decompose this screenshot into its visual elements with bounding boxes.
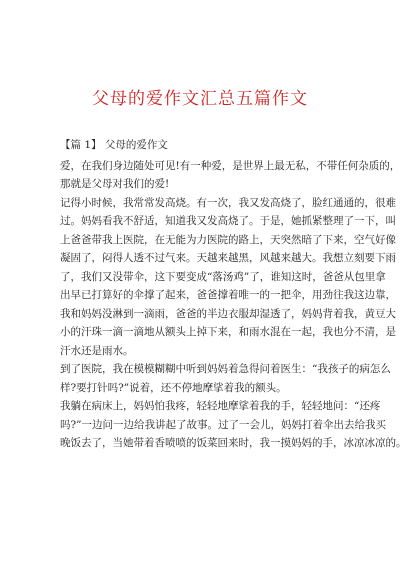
document-title: 父母的爱作文汇总五篇作文 [92,89,308,109]
section-heading: 【篇 1】 父母的爱作文 [60,139,168,151]
text-line: 过。妈妈看我不舒适，知道我又发高烧了。于是，她抓紧整理了一下，叫 [60,215,396,227]
text-line: 小的汗珠一滴一滴地从额头上掉下来，和雨水混在一起，我也分不清，是 [60,326,396,338]
text-line: 记得小时候，我常常发高烧。有一次，我又发高烧了，脸红通通的，很难 [60,196,396,209]
text-line: 晚饭去了，当她带着香喷喷的饭菜回来时，我一摸妈妈的手，冰凉冰凉的。 [60,437,407,449]
paragraph [60,360,391,397]
text-line: 爱，在我们身边随处可见!有一种爱，是世界上最无私，不带任何杂质的， [60,159,401,172]
paragraph [60,397,407,453]
paragraph [60,157,401,194]
text-line: 上爸爸带我上医院，在无能为力医院的路上，天突然暗了下来，空气好像 [60,233,396,246]
text-line: 吗?”一边问一边给我讲起了故事。过了一会儿，妈妈打着伞出去给我买 [60,418,386,431]
text-line: 我和妈妈没淋到一滴雨，爸爸的半边衣服却湿透了，妈妈背着我，黄豆大 [60,307,396,320]
document-body [60,136,407,453]
text-line: 到了医院，我在模模糊糊中听到妈妈着急得问着医生：“我孩子的病怎么 [60,363,391,375]
text-line: 我躺在病床上，妈妈怕我疼，轻轻地摩挲着我的手，轻轻地问：“还疼 [60,400,381,412]
paragraph [60,194,396,361]
text-line: 凝固了，闷得人透不过气来。天越来越黑，风越来越大。我想立刻要下雨 [60,252,396,264]
text-line: 样?要打针吗?”说着，还不停地摩挲着我的额头。 [60,381,287,394]
text-line: 那就是父母对我们的爱! [60,178,170,190]
text-line: 了，我们又没带伞，这下要变成“落汤鸡”了，谁知这时，爸爸从包里拿 [60,270,386,283]
text-line: 汗水还是雨水。 [60,344,134,357]
text-line: 出早已打算好的伞撑了起来，爸爸撑着唯一的一把伞，用劲往我这边靠， [60,289,396,301]
